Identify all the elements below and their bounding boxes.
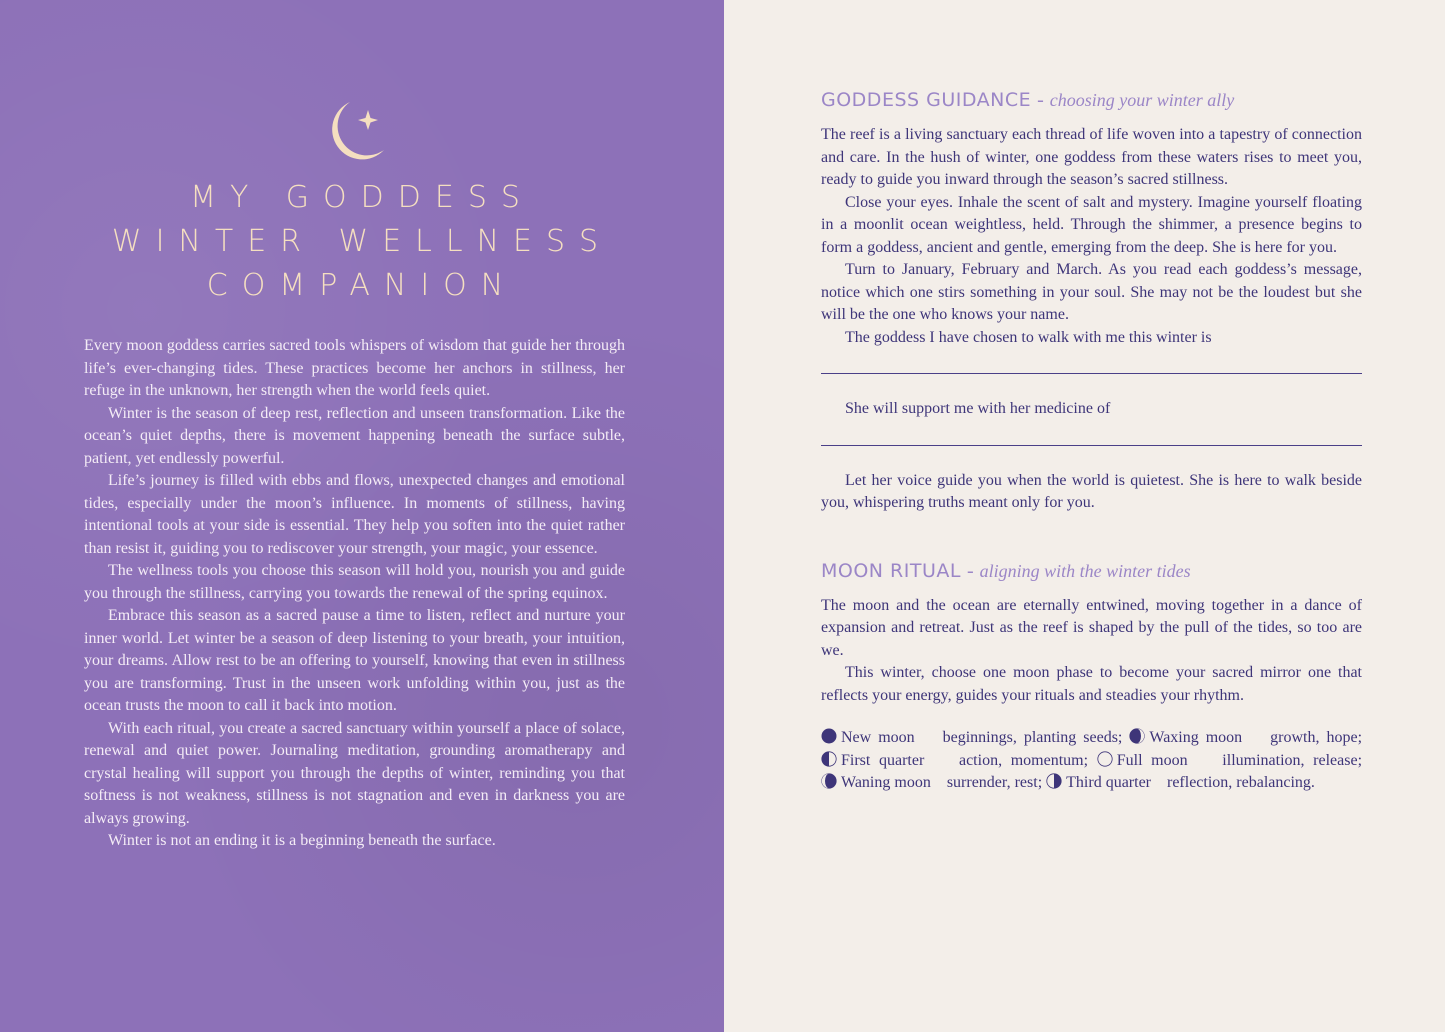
new-moon-icon (821, 728, 837, 744)
phase-waning-moon (821, 774, 1042, 791)
phase-waxing-moon (1129, 729, 1362, 746)
waning-moon-icon (821, 773, 837, 789)
ritual-heading (821, 557, 1362, 585)
section-title: MOON RITUAL (821, 559, 961, 582)
section-subtitle: aligning with the winter tides (979, 560, 1191, 581)
phase-first-quarter (821, 752, 1088, 769)
full-moon-icon (1097, 751, 1113, 767)
guidance-heading (821, 86, 1362, 114)
title-line: MY GODDESS (190, 180, 534, 215)
phase-label: Full moon (1116, 751, 1188, 769)
phase-label: First quarter (841, 751, 925, 769)
phase-label: New moon (841, 729, 915, 746)
phase-meaning: beginnings, planting seeds; (942, 729, 1123, 746)
right-column (821, 86, 1362, 795)
intro-text (84, 335, 625, 853)
phase-label: Third quarter (1066, 774, 1151, 791)
section-subtitle: choosing your winter ally (1049, 90, 1235, 110)
paragraph: She will support me with her medicine of (845, 400, 1111, 417)
title-line: COMPANION (206, 268, 518, 303)
phase-meaning: illumination, release; (1222, 751, 1363, 769)
crescent-moon-star-icon (320, 98, 390, 164)
heading-dash: - (966, 559, 974, 582)
third-quarter-icon (1046, 773, 1062, 789)
phase-meaning: reflection, rebalancing. (1167, 774, 1315, 791)
waxing-moon-icon (1129, 728, 1145, 744)
moon-phase-list (821, 727, 1362, 795)
phase-full-moon (1097, 752, 1362, 769)
goddess-write-in-line[interactable] (821, 349, 1362, 374)
paragraph: Life’s journey is filled with ebbs and flows, unexpected changes and emotional tides, especially under the moon’s influence. In moments of stillness, having intentional tools at your side is essential. They help you soften into the quiet rather than resist it, guiding you to rediscover your strength, your magic, your essence. (84, 472, 625, 557)
paragraph: Winter is not an ending it is a beginning beneath the surface. (108, 832, 496, 849)
paragraph: Embrace this season as a sacred pause a time to listen, reflect and nurture your inner world. Let winter be a season of deep listening to your breath, your intuition, your dreams. Allow rest to be an offering to yourself, knowing that even in stillness you are transforming. Trust in the unseen work unfolding within you, just as the ocean trusts the moon to call it back into motion. (84, 607, 625, 714)
page-title (40, 176, 684, 308)
phase-meaning: growth, hope; (1270, 729, 1363, 746)
phase-label: Waning moon (841, 774, 931, 791)
paragraph: The reef is a living sanctuary each thread of life woven into a tapestry of connection and care. In the hush of winter, one goddess from these waters rises to meet you, ready to guide you inward through the season’s sacred stillness. (821, 126, 1362, 188)
paragraph: Winter is the season of deep rest, reflection and unseen transformation. Like the ocean’s quiet depths, there is movement happening beneath the surface subtle, patient, yet endlessly powerful. (84, 404, 625, 467)
phase-label: Waxing moon (1149, 729, 1243, 746)
title-line: WINTER WELLNESS (111, 224, 613, 259)
paragraph: Let her voice guide you when the world is quietest. She is here to walk beside you, whispering truths meant only for you. (821, 471, 1362, 511)
heading-dash: - (1037, 89, 1044, 111)
right-page (724, 0, 1445, 1032)
paragraph: With each ritual, you create a sacred sanctuary within yourself a place of solace, renewal and quiet power. Journaling meditation, grounding aromatherapy and crystal healing will support you through the depths of winter, reminding you that softness is not weakness, stillness is not stagnation and even in darkness you are always growing. (84, 719, 625, 827)
phase-meaning: surrender, rest; (946, 774, 1043, 791)
paragraph: The wellness tools you choose this season will hold you, nourish you and guide you through the stillness, carrying you towards the renewal of the spring equinox. (84, 562, 625, 602)
paragraph: The moon and the ocean are eternally entwined, moving together in a dance of expansion and retreat. Just as the reef is shaped by the pull of the tides, so too are we. (821, 596, 1362, 659)
phase-meaning: action, momentum; (958, 751, 1089, 769)
phase-third-quarter (1046, 774, 1315, 791)
section-title: GODDESS GUIDANCE (821, 89, 1032, 111)
paragraph: The goddess I have chosen to walk with me this winter is (845, 328, 1212, 346)
paragraph: This winter, choose one moon phase to become your sacred mirror one that reflects your energy, guides your rituals and steadies your rhythm. (821, 664, 1362, 704)
medicine-write-in-line[interactable] (821, 421, 1362, 446)
paragraph: Turn to January, February and March. As you read each goddess’s message, notice which one stirs something in your soul. She may not be the loudest but she will be the one who knows your name. (821, 261, 1362, 323)
phase-new-moon (821, 729, 1122, 746)
paragraph: Close your eyes. Inhale the scent of salt and mystery. Imagine yourself floating in a moonlit ocean weightless, held. Through the shimmer, a presence begins to form a goddess, ancient and gentle, emerging from the deep. She is here for you. (821, 193, 1362, 256)
paragraph: Every moon goddess carries sacred tools whispers of wisdom that guide her through life’s ever-changing tides. These practices become her anchors in stillness, her refuge in the unknown, her strength when the world feels quiet. (84, 337, 625, 399)
first-quarter-icon (821, 751, 837, 767)
